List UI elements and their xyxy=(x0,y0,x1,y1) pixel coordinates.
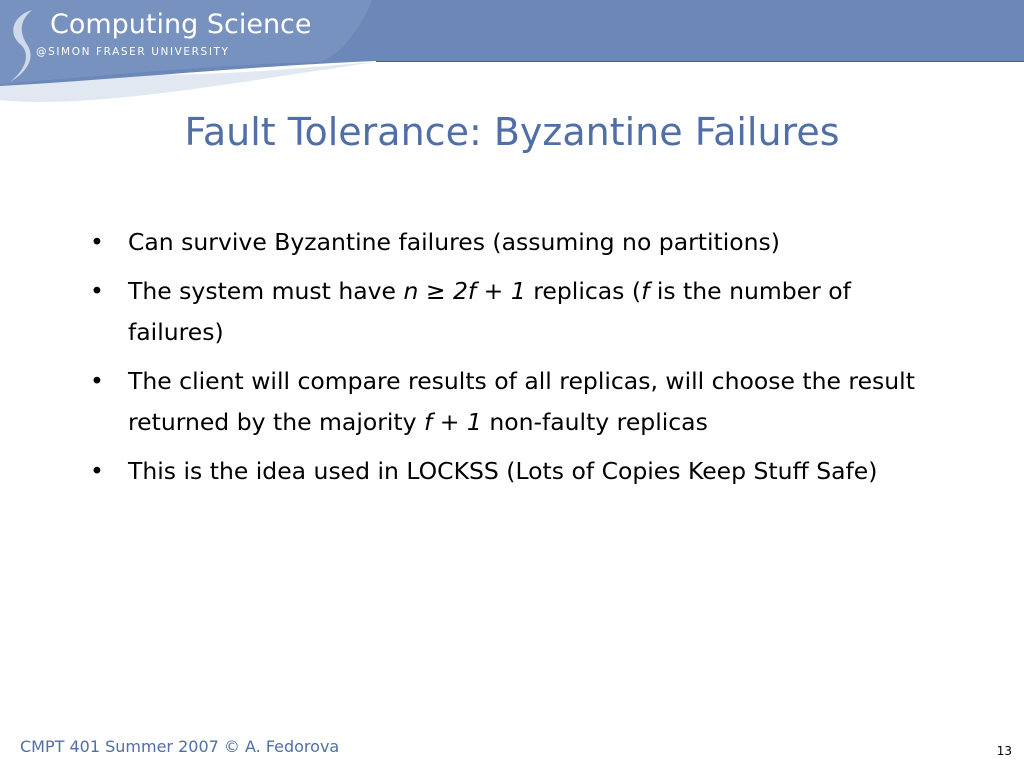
slide-title: Fault Tolerance: Byzantine Failures xyxy=(184,110,840,154)
bullet-variable: f xyxy=(641,277,650,305)
header-banner xyxy=(0,0,1024,62)
bullet-text: is the number of failures) xyxy=(128,277,851,346)
bullet-marker: • xyxy=(90,457,104,485)
bullet-marker: • xyxy=(90,367,104,395)
brand-title: Computing Science xyxy=(50,9,312,40)
bullet-marker: • xyxy=(90,277,104,305)
bullet-text: The system must have xyxy=(128,277,404,305)
bullet-text: Can survive Byzantine failures (assuming no partitions) xyxy=(128,228,780,256)
bullet-item xyxy=(88,271,928,353)
bullet-formula: n ≥ 2f + 1 xyxy=(403,277,526,305)
bullet-item xyxy=(88,451,928,492)
bullet-formula: f + 1 xyxy=(424,408,482,436)
bullet-text: non-faulty replicas xyxy=(481,408,708,436)
brand-subtitle: @SIMON FRASER UNIVERSITY xyxy=(36,46,230,58)
footer-course: CMPT 401 Summer 2007 © A. Fedorova xyxy=(20,737,340,756)
bullet-marker: • xyxy=(90,228,104,256)
bullet-text: replicas ( xyxy=(525,277,642,305)
bullet-item xyxy=(88,361,928,443)
bullet-text: This is the idea used in LOCKSS (Lots of Copies Keep Stuff Safe) xyxy=(128,457,878,485)
bullet-list xyxy=(88,222,928,500)
bullet-text: The client will compare results of all replicas, will choose the result returned by the majority xyxy=(128,367,915,436)
bullet-item xyxy=(88,222,928,263)
page-number: 13 xyxy=(996,744,1012,758)
